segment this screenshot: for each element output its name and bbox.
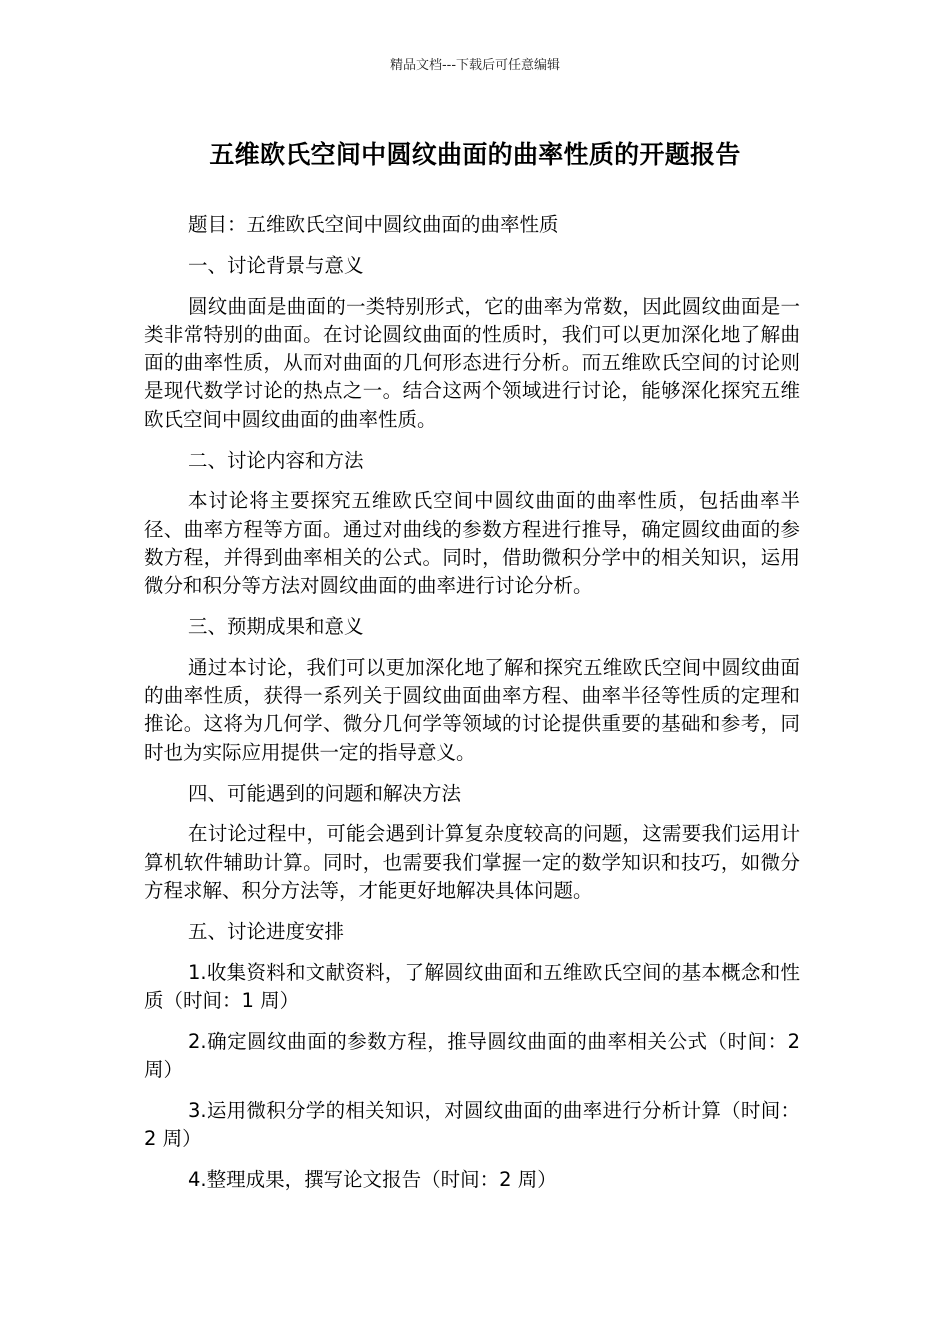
section-heading-background: 一、讨论背景与意义 bbox=[188, 253, 364, 277]
topic-line: 题目：五维欧氏空间中圆纹曲面的曲率性质 bbox=[188, 213, 559, 236]
schedule-item: 2.确定圆纹曲面的参数方程，推导圆纹曲面的曲率相关公式（时间：2 周） bbox=[144, 1029, 800, 1081]
document-body bbox=[144, 211, 800, 1207]
problems-paragraph: 在讨论过程中，可能会遇到计算复杂度较高的问题，这需要我们运用计算机软件辅助计算。同时，也需要我们掌握一定的数学知识和技巧，如微分方程求解、积分方法等，才能更好地解决具体问题。 bbox=[144, 822, 800, 902]
schedule-item: 1.收集资料和文献资料，了解圆纹曲面和五维欧氏空间的基本概念和性质（时间：1 周） bbox=[144, 960, 800, 1012]
schedule-item: 4.整理成果，撰写论文报告（时间：2 周） bbox=[188, 1167, 557, 1191]
section-heading-expected-results: 三、预期成果和意义 bbox=[188, 615, 364, 639]
expected-results-paragraph: 通过本讨论，我们可以更加深化地了解和探究五维欧氏空间中圆纹曲面的曲率性质，获得一系列关于圆纹曲面曲率方程、曲率半径等性质的定理和推论。这将为几何学、微分几何学等领域的讨论提供重要的基础和参考，同时也为实际应用提供一定的指导意义。 bbox=[144, 655, 800, 764]
section-heading-schedule: 五、讨论进度安排 bbox=[188, 919, 345, 943]
schedule-item: 3.运用微积分学的相关知识，对圆纹曲面的曲率进行分析计算（时间：2 周） bbox=[144, 1098, 800, 1151]
section-heading-problems: 四、可能遇到的问题和解决方法 bbox=[188, 781, 462, 805]
section-heading-content-method: 二、讨论内容和方法 bbox=[188, 448, 364, 472]
page-header: 精品文档---下载后可任意编辑 bbox=[389, 58, 561, 73]
document-title: 五维欧氏空间中圆纹曲面的曲率性质的开题报告 bbox=[209, 140, 741, 169]
content-method-paragraph: 本讨论将主要探究五维欧氏空间中圆纹曲面的曲率性质，包括曲率半径、曲率方程等方面。通过对曲线的参数方程进行推导，确定圆纹曲面的参数方程，并得到曲率相关的公式。同时，借助微积分学中的相关知识，运用微分和积分等方法对圆纹曲面的曲率进行讨论分析。 bbox=[144, 489, 800, 598]
background-paragraph: 圆纹曲面是曲面的一类特别形式，它的曲率为常数，因此圆纹曲面是一类非常特别的曲面。在讨论圆纹曲面的性质时，我们可以更加深化地了解曲面的曲率性质，从而对曲面的几何形态进行分析。而五维欧氏空间的讨论则是现代数学讨论的热点之一。结合这两个领域进行讨论，能够深化探究五维欧氏空间中圆纹曲面的曲率性质。 bbox=[144, 294, 800, 431]
